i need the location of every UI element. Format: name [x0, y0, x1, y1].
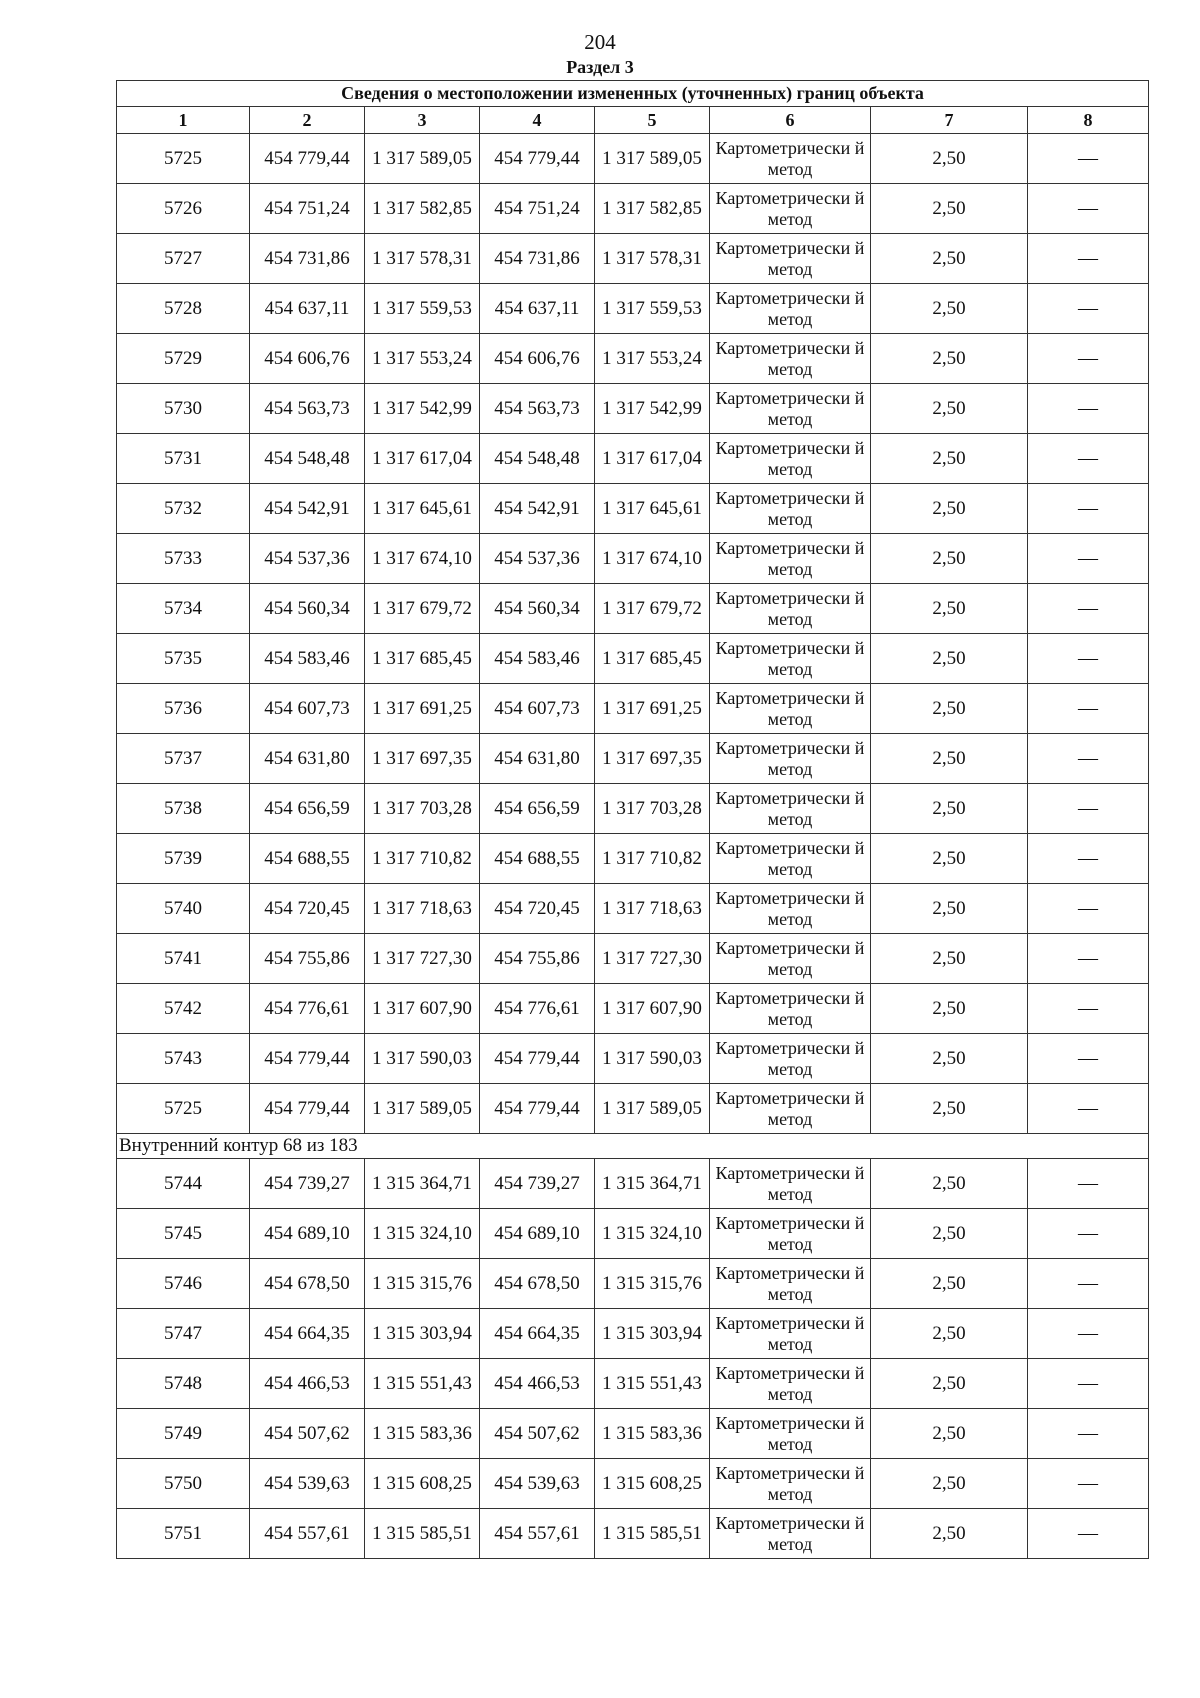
table-cell: — — [1028, 134, 1149, 184]
table-cell: 2,50 — [871, 134, 1028, 184]
table-cell: 454 607,73 — [480, 684, 595, 734]
table-cell: 2,50 — [871, 1259, 1028, 1309]
table-cell: 454 689,10 — [480, 1209, 595, 1259]
table-cell: 1 315 364,71 — [365, 1159, 480, 1209]
table-cell: 454 606,76 — [250, 334, 365, 384]
table-cell: — — [1028, 784, 1149, 834]
table-cell: Картометрически й метод — [710, 1509, 871, 1559]
table-cell: — — [1028, 934, 1149, 984]
table-cell: Картометрически й метод — [710, 484, 871, 534]
table-row — [117, 984, 1149, 1034]
table-cell: 454 557,61 — [250, 1509, 365, 1559]
table-cell: 2,50 — [871, 984, 1028, 1034]
contour-label-row — [117, 1134, 1149, 1159]
table-cell: 1 317 542,99 — [365, 384, 480, 434]
boundary-table — [116, 80, 1149, 1559]
table-row — [117, 384, 1149, 434]
table-cell: 454 664,35 — [250, 1309, 365, 1359]
table-cell: 454 637,11 — [480, 284, 595, 334]
table-cell: — — [1028, 1359, 1149, 1409]
table-cell: 5745 — [117, 1209, 250, 1259]
table-cell: 2,50 — [871, 1509, 1028, 1559]
table-cell: — — [1028, 1159, 1149, 1209]
table-row — [117, 434, 1149, 484]
table-cell: 454 751,24 — [250, 184, 365, 234]
table-cell: 1 315 608,25 — [365, 1459, 480, 1509]
table-cell: — — [1028, 534, 1149, 584]
table-cell: 454 779,44 — [250, 134, 365, 184]
table-cell: 5727 — [117, 234, 250, 284]
table-cell: 454 779,44 — [480, 134, 595, 184]
table-cell: 2,50 — [871, 534, 1028, 584]
table-cell: — — [1028, 884, 1149, 934]
table-cell: 5729 — [117, 334, 250, 384]
table-cell: 454 776,61 — [480, 984, 595, 1034]
table-cell: 454 507,62 — [250, 1409, 365, 1459]
table-cell: 454 779,44 — [250, 1084, 365, 1134]
table-cell: 454 542,91 — [250, 484, 365, 534]
table-cell: 1 317 697,35 — [365, 734, 480, 784]
table-row — [117, 1034, 1149, 1084]
column-header: 3 — [365, 107, 480, 134]
table-cell: 5746 — [117, 1259, 250, 1309]
column-header: 5 — [595, 107, 710, 134]
table-cell: 1 317 607,90 — [365, 984, 480, 1034]
table-cell: 1 317 674,10 — [595, 534, 710, 584]
table-cell: 1 317 589,05 — [365, 1084, 480, 1134]
table-cell: 2,50 — [871, 684, 1028, 734]
table-cell: 1 317 589,05 — [365, 134, 480, 184]
table-cell: — — [1028, 634, 1149, 684]
table-cell: 454 583,46 — [250, 634, 365, 684]
table-cell: 1 315 315,76 — [365, 1259, 480, 1309]
table-cell: 1 317 710,82 — [365, 834, 480, 884]
table-caption: Сведения о местоположении измененных (уточненных) границ объекта — [117, 81, 1149, 107]
table-cell: 454 560,34 — [480, 584, 595, 634]
table-cell: 2,50 — [871, 584, 1028, 634]
table-cell: 2,50 — [871, 234, 1028, 284]
table-cell: 454 779,44 — [480, 1084, 595, 1134]
table-cell: 5742 — [117, 984, 250, 1034]
table-cell: 454 537,36 — [250, 534, 365, 584]
table-cell: 454 607,73 — [250, 684, 365, 734]
table-cell: 1 317 582,85 — [595, 184, 710, 234]
table-cell: — — [1028, 584, 1149, 634]
table-cell: 2,50 — [871, 184, 1028, 234]
table-cell: 454 563,73 — [250, 384, 365, 434]
table-row — [117, 934, 1149, 984]
column-header: 6 — [710, 107, 871, 134]
table-cell: 454 689,10 — [250, 1209, 365, 1259]
table-row — [117, 834, 1149, 884]
table-cell: 454 637,11 — [250, 284, 365, 334]
table-cell: 454 548,48 — [250, 434, 365, 484]
table-body — [117, 134, 1149, 1559]
table-cell: Картометрически й метод — [710, 384, 871, 434]
table-row — [117, 884, 1149, 934]
table-row — [117, 534, 1149, 584]
table-cell: 5739 — [117, 834, 250, 884]
table-cell: 1 315 583,36 — [365, 1409, 480, 1459]
table-cell: — — [1028, 334, 1149, 384]
table-cell: 1 315 583,36 — [595, 1409, 710, 1459]
column-header: 1 — [117, 107, 250, 134]
table-cell: Картометрически й метод — [710, 1159, 871, 1209]
table-cell: 1 317 578,31 — [365, 234, 480, 284]
table-cell: 5728 — [117, 284, 250, 334]
table-cell: 2,50 — [871, 284, 1028, 334]
table-cell: 454 688,55 — [250, 834, 365, 884]
table-cell: Картометрически й метод — [710, 584, 871, 634]
table-cell: Картометрически й метод — [710, 784, 871, 834]
table-cell: 454 688,55 — [480, 834, 595, 884]
table-row — [117, 734, 1149, 784]
table-cell: 2,50 — [871, 1084, 1028, 1134]
table-cell: 454 755,86 — [250, 934, 365, 984]
table-cell: Картометрически й метод — [710, 1034, 871, 1084]
table-cell: — — [1028, 1509, 1149, 1559]
table-cell: — — [1028, 734, 1149, 784]
table-cell: Картометрически й метод — [710, 1409, 871, 1459]
table-cell: 454 731,86 — [480, 234, 595, 284]
table-cell: 2,50 — [871, 1359, 1028, 1409]
table-cell: — — [1028, 384, 1149, 434]
table-row — [117, 1309, 1149, 1359]
table-cell: Картометрически й метод — [710, 684, 871, 734]
table-cell: 1 317 718,63 — [595, 884, 710, 934]
table-cell: Картометрически й метод — [710, 1359, 871, 1409]
table-cell: 454 537,36 — [480, 534, 595, 584]
table-row — [117, 1359, 1149, 1409]
table-cell: 454 720,45 — [250, 884, 365, 934]
table-cell: 454 731,86 — [250, 234, 365, 284]
table-cell: — — [1028, 834, 1149, 884]
table-cell: 5750 — [117, 1459, 250, 1509]
table-cell: 1 315 585,51 — [595, 1509, 710, 1559]
table-cell: 1 317 703,28 — [595, 784, 710, 834]
table-cell: — — [1028, 684, 1149, 734]
table-cell: 1 317 645,61 — [365, 484, 480, 534]
table-cell: 5730 — [117, 384, 250, 434]
table-cell: 454 631,80 — [250, 734, 365, 784]
table-cell: 1 317 685,45 — [595, 634, 710, 684]
table-cell: 454 739,27 — [480, 1159, 595, 1209]
table-cell: — — [1028, 1259, 1149, 1309]
table-cell: 1 317 727,30 — [595, 934, 710, 984]
column-header: 8 — [1028, 107, 1149, 134]
table-cell: 1 315 585,51 — [365, 1509, 480, 1559]
table-cell: 454 606,76 — [480, 334, 595, 384]
table-cell: 454 751,24 — [480, 184, 595, 234]
table-cell: 454 678,50 — [250, 1259, 365, 1309]
column-header: 7 — [871, 107, 1028, 134]
table-cell: 5731 — [117, 434, 250, 484]
table-cell: 1 317 542,99 — [595, 384, 710, 434]
table-cell: 454 779,44 — [250, 1034, 365, 1084]
table-cell: 5744 — [117, 1159, 250, 1209]
table-cell: Картометрически й метод — [710, 634, 871, 684]
table-cell: Картометрически й метод — [710, 534, 871, 584]
table-cell: 5725 — [117, 1084, 250, 1134]
table-cell: 2,50 — [871, 1159, 1028, 1209]
table-cell: Картометрически й метод — [710, 984, 871, 1034]
table-cell: Картометрически й метод — [710, 234, 871, 284]
table-cell: 1 315 551,43 — [595, 1359, 710, 1409]
table-cell: 454 563,73 — [480, 384, 595, 434]
table-cell: 5738 — [117, 784, 250, 834]
table-cell: Картометрически й метод — [710, 1209, 871, 1259]
table-cell: 2,50 — [871, 1309, 1028, 1359]
table-cell: Картометрически й метод — [710, 1309, 871, 1359]
table-cell: 1 317 691,25 — [595, 684, 710, 734]
table-cell: 1 317 674,10 — [365, 534, 480, 584]
table-cell: 454 539,63 — [480, 1459, 595, 1509]
table-cell: 2,50 — [871, 834, 1028, 884]
table-cell: 454 739,27 — [250, 1159, 365, 1209]
table-cell: 5751 — [117, 1509, 250, 1559]
table-cell: 1 317 590,03 — [595, 1034, 710, 1084]
table-row — [117, 584, 1149, 634]
table-cell: 5747 — [117, 1309, 250, 1359]
table-cell: 5726 — [117, 184, 250, 234]
table-cell: 1 317 697,35 — [595, 734, 710, 784]
table-cell: 2,50 — [871, 1409, 1028, 1459]
table-cell: 5749 — [117, 1409, 250, 1459]
table-cell: 1 315 324,10 — [365, 1209, 480, 1259]
table-cell: 1 317 685,45 — [365, 634, 480, 684]
table-cell: 5733 — [117, 534, 250, 584]
table-row — [117, 1509, 1149, 1559]
table-cell: 454 548,48 — [480, 434, 595, 484]
table-cell: 1 317 727,30 — [365, 934, 480, 984]
table-cell: Картометрически й метод — [710, 1459, 871, 1509]
table-cell: 2,50 — [871, 634, 1028, 684]
table-cell: 2,50 — [871, 334, 1028, 384]
table-cell: 5735 — [117, 634, 250, 684]
table-cell: 1 317 578,31 — [595, 234, 710, 284]
table-cell: 5748 — [117, 1359, 250, 1409]
table-cell: 454 466,53 — [250, 1359, 365, 1409]
table-cell: — — [1028, 984, 1149, 1034]
table-cell: Картометрически й метод — [710, 334, 871, 384]
column-header-row — [117, 107, 1149, 134]
table-cell: 454 557,61 — [480, 1509, 595, 1559]
table-cell: 1 315 324,10 — [595, 1209, 710, 1259]
table-cell: 2,50 — [871, 934, 1028, 984]
table-cell: — — [1028, 184, 1149, 234]
table-cell: 454 656,59 — [250, 784, 365, 834]
table-cell: 454 539,63 — [250, 1459, 365, 1509]
table-cell: 1 317 645,61 — [595, 484, 710, 534]
table-cell: 1 315 551,43 — [365, 1359, 480, 1409]
table-cell: 1 317 710,82 — [595, 834, 710, 884]
table-row — [117, 134, 1149, 184]
table-cell: 454 507,62 — [480, 1409, 595, 1459]
table-row — [117, 1409, 1149, 1459]
table-row — [117, 1259, 1149, 1309]
table-cell: Картометрически й метод — [710, 884, 871, 934]
contour-label: Внутренний контур 68 из 183 — [117, 1134, 1149, 1159]
table-cell: — — [1028, 1084, 1149, 1134]
table-cell: 2,50 — [871, 1034, 1028, 1084]
table-cell: Картометрически й метод — [710, 1259, 871, 1309]
table-cell: 1 317 559,53 — [595, 284, 710, 334]
table-cell: 1 317 553,24 — [365, 334, 480, 384]
table-cell: 1 315 608,25 — [595, 1459, 710, 1509]
table-cell: 2,50 — [871, 384, 1028, 434]
table-cell: — — [1028, 1409, 1149, 1459]
table-cell: 5737 — [117, 734, 250, 784]
table-cell: 454 720,45 — [480, 884, 595, 934]
table-row — [117, 334, 1149, 384]
table-cell: Картометрически й метод — [710, 834, 871, 884]
table-cell: Картометрически й метод — [710, 1084, 871, 1134]
table-cell: — — [1028, 434, 1149, 484]
table-cell: 1 317 617,04 — [595, 434, 710, 484]
table-cell: 2,50 — [871, 734, 1028, 784]
table-cell: 5743 — [117, 1034, 250, 1084]
table-cell: 454 755,86 — [480, 934, 595, 984]
table-cell: 1 317 703,28 — [365, 784, 480, 834]
table-cell: Картометрически й метод — [710, 184, 871, 234]
table-cell: — — [1028, 1209, 1149, 1259]
table-cell: — — [1028, 234, 1149, 284]
table-row — [117, 1084, 1149, 1134]
table-row — [117, 1209, 1149, 1259]
table-row — [117, 784, 1149, 834]
table-cell: 454 631,80 — [480, 734, 595, 784]
table-row — [117, 1459, 1149, 1509]
table-cell: 5740 — [117, 884, 250, 934]
table-row — [117, 284, 1149, 334]
table-cell: 2,50 — [871, 484, 1028, 534]
table-cell: 454 664,35 — [480, 1309, 595, 1359]
table-cell: 2,50 — [871, 1459, 1028, 1509]
table-cell: 454 466,53 — [480, 1359, 595, 1409]
table-cell: 1 317 559,53 — [365, 284, 480, 334]
table-cell: 5734 — [117, 584, 250, 634]
table-cell: 1 317 679,72 — [595, 584, 710, 634]
table-cell: 5732 — [117, 484, 250, 534]
table-row — [117, 634, 1149, 684]
table-cell: 2,50 — [871, 884, 1028, 934]
column-header: 2 — [250, 107, 365, 134]
table-cell: 1 317 607,90 — [595, 984, 710, 1034]
table-row — [117, 1159, 1149, 1209]
table-row — [117, 484, 1149, 534]
column-header: 4 — [480, 107, 595, 134]
table-cell: Картометрически й метод — [710, 734, 871, 784]
table-row — [117, 684, 1149, 734]
table-cell: 1 317 589,05 — [595, 134, 710, 184]
table-cell: 5736 — [117, 684, 250, 734]
table-cell: 1 315 303,94 — [365, 1309, 480, 1359]
table-cell: 454 656,59 — [480, 784, 595, 834]
table-cell: 2,50 — [871, 434, 1028, 484]
table-cell: 454 542,91 — [480, 484, 595, 534]
table-cell: 454 560,34 — [250, 584, 365, 634]
table-cell: Картометрически й метод — [710, 934, 871, 984]
table-cell: — — [1028, 1459, 1149, 1509]
table-cell: 1 317 582,85 — [365, 184, 480, 234]
table-cell: 1 315 364,71 — [595, 1159, 710, 1209]
table-row — [117, 234, 1149, 284]
table-cell: 5725 — [117, 134, 250, 184]
table-cell: Картометрически й метод — [710, 284, 871, 334]
table-cell: 1 315 303,94 — [595, 1309, 710, 1359]
table-cell: — — [1028, 1034, 1149, 1084]
table-cell: 1 317 679,72 — [365, 584, 480, 634]
table-cell: 1 317 590,03 — [365, 1034, 480, 1084]
table-cell: 454 678,50 — [480, 1259, 595, 1309]
table-cell: — — [1028, 484, 1149, 534]
table-cell: 5741 — [117, 934, 250, 984]
table-cell: 454 779,44 — [480, 1034, 595, 1084]
table-cell: 2,50 — [871, 1209, 1028, 1259]
table-cell: — — [1028, 1309, 1149, 1359]
table-cell: 1 317 718,63 — [365, 884, 480, 934]
page-number: 204 — [584, 30, 616, 54]
table-cell: Картометрически й метод — [710, 434, 871, 484]
table-cell: 2,50 — [871, 784, 1028, 834]
table-cell: 1 315 315,76 — [595, 1259, 710, 1309]
table-row — [117, 184, 1149, 234]
table-cell: — — [1028, 284, 1149, 334]
table-cell: 1 317 589,05 — [595, 1084, 710, 1134]
table-cell: 1 317 553,24 — [595, 334, 710, 384]
section-title: Раздел 3 — [566, 57, 634, 77]
table-cell: 1 317 691,25 — [365, 684, 480, 734]
table-cell: 454 776,61 — [250, 984, 365, 1034]
table-cell: Картометрически й метод — [710, 134, 871, 184]
table-cell: 454 583,46 — [480, 634, 595, 684]
table-cell: 1 317 617,04 — [365, 434, 480, 484]
